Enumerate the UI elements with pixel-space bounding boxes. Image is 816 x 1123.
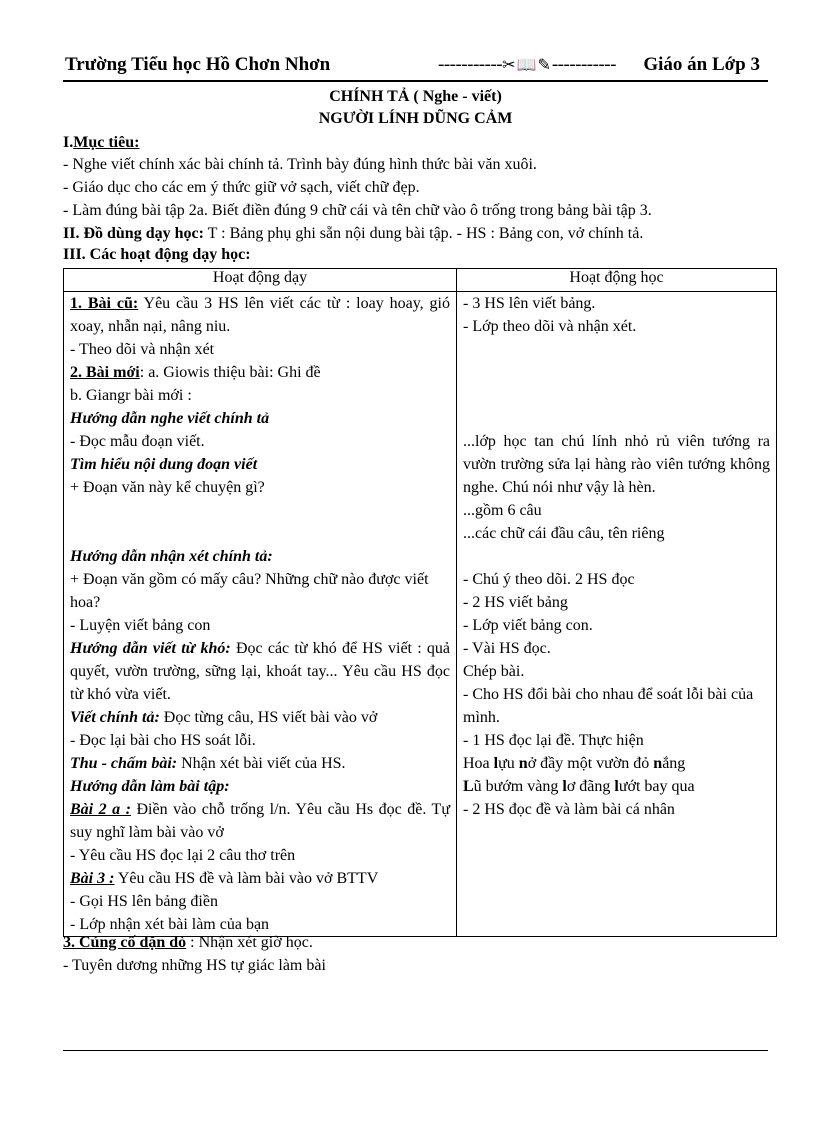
poem-line-1: Hoa lựu nở đầy một vườn đỏ nắng <box>463 755 686 772</box>
materials: II. Đồ dùng dạy học: T : Bảng phụ ghi sẵn nội dung bài tập. - HS : Bảng con, vở chính tả. <box>63 225 644 242</box>
student-column <box>457 292 777 937</box>
spacer <box>463 384 770 407</box>
poem-line-2: Lũ bướm vàng lơ đãng lướt bay qua <box>463 778 695 795</box>
teacher-step: - Đọc lại bài cho HS soát lỗi. <box>70 732 256 749</box>
student-step: - Lớp viết bảng con. <box>463 617 593 634</box>
spacer <box>463 407 770 430</box>
new-lesson: 2. Bài mới: a. Giowis thiệu bài: Ghi đề <box>70 364 321 381</box>
old-lesson: 1. Bài cũ: Yêu cầu 3 HS lên viết các từ : loay hoay, gió xoay, nhẫn nại, nâng niu. <box>70 295 450 335</box>
student-step: - Chú ý theo dõi. 2 HS đọc <box>463 571 635 588</box>
student-step: ...gồm 6 câu <box>463 502 542 519</box>
objectives-heading: I.Mục tiêu: <box>63 134 140 151</box>
objective-item: - Nghe viết chính xác bài chính tả. Trình bày đúng hình thức bài văn xuôi. <box>63 156 537 173</box>
objective-item: - Làm đúng bài tập 2a. Biết điền đúng 9 chữ cái và tên chữ vào ô trống trong bảng bài tập 3. <box>63 202 652 219</box>
header-divider: -----------✂📖✎----------- <box>438 54 616 75</box>
teacher-step: - Gọi HS lên bảng điền <box>70 893 218 910</box>
spacer <box>70 522 450 545</box>
teacher-step: - Lớp nhận xét bài làm của bạn <box>70 916 270 933</box>
student-step: - 2 HS viết bảng <box>463 594 568 611</box>
teacher-column <box>64 292 457 937</box>
page-header <box>63 52 768 82</box>
exercise-3: Bài 3 : Yêu cầu HS đề và làm bài vào vở BTTV <box>70 870 379 887</box>
footer-divider <box>63 1050 768 1051</box>
activities-heading: III. Các hoạt động dạy học: <box>63 246 251 263</box>
student-step: Chép bài. <box>463 663 525 680</box>
teacher-step: - Luyện viết bảng con <box>70 617 211 634</box>
school-name: Trường Tiểu học Hồ Chơn Nhơn <box>65 54 331 75</box>
student-step: ...các chữ cái đầu câu, tên riêng <box>463 525 665 542</box>
teacher-step: - Đọc mẫu đoạn viết. <box>70 433 205 450</box>
lesson-title: NGƯỜI LÍNH DŨNG CẢM <box>318 110 513 127</box>
student-step: - Vài HS đọc. <box>463 640 551 657</box>
closing-item: - Tuyên dương những HS tự giác làm bài <box>63 957 326 974</box>
student-step: - 1 HS đọc lại đề. Thực hiện <box>463 732 644 749</box>
materials-heading: II. Đồ dùng dạy học: <box>63 225 204 242</box>
exercise-2: Bài 2 a : Điền vào chỗ trống l/n. Yêu cầu Hs đọc đề. Tự suy nghĩ làm bài vào vở <box>70 801 450 841</box>
book-ornament-icon: ✂📖✎ <box>502 57 552 74</box>
section-heading: Tìm hiểu nội dung đoạn viết <box>70 456 258 473</box>
student-step: - 3 HS lên viết bảng. <box>463 295 596 312</box>
closing: 3. Củng cố dặn dò : Nhận xét giờ học. <box>63 934 313 951</box>
activities-table <box>63 268 777 937</box>
grade-label: Giáo án Lớp 3 <box>643 54 760 75</box>
spacer <box>463 338 770 361</box>
teacher-step: + Đoạn văn này kể chuyện gì? <box>70 479 265 496</box>
section-heading: Hướng dẫn nghe viết chính tả <box>70 410 270 427</box>
student-step: ...lớp học tan chú lính nhỏ rủ viên tướng ra vườn trường sửa lại hàng rào viên tướng không nghe. Chú nói như vậy là hèn. <box>463 433 770 496</box>
teacher-step: Viết chính tả: Đọc từng câu, HS viết bài vào vở <box>70 709 378 726</box>
subject-title: CHÍNH TẢ ( Nghe - viết) <box>329 88 502 105</box>
section-heading: Hướng dẫn làm bài tập: <box>70 778 230 795</box>
section-heading: Hướng dẫn nhận xét chính tả: <box>70 548 273 565</box>
teacher-step: - Theo dõi và nhận xét <box>70 341 215 358</box>
student-step: - Cho HS đổi bài cho nhau để soát lỗi bài của mình. <box>463 686 754 726</box>
student-step: - 2 HS đọc đề và làm bài cá nhân <box>463 801 675 818</box>
teacher-step: + Đoạn văn gồm có mấy câu? Những chữ nào được viết hoa? <box>70 571 429 611</box>
spacer <box>70 499 450 522</box>
teacher-step: - Yêu cầu HS đọc lại 2 câu thơ trên <box>70 847 296 864</box>
spacer <box>463 545 770 568</box>
teacher-step: Thu - chấm bài: Nhận xét bài viết của HS. <box>70 755 346 772</box>
teacher-step: b. Giangr bài mới : <box>70 387 192 404</box>
objective-item: - Giáo dục cho các em ý thức giữ vở sạch, viết chữ đẹp. <box>63 179 420 196</box>
col-teacher-header: Hoạt động dạy <box>64 269 457 292</box>
spacer <box>463 361 770 384</box>
student-step: - Lớp theo dõi và nhận xét. <box>463 318 637 335</box>
col-student-header: Hoạt động học <box>457 269 777 292</box>
teacher-step: Hướng dẫn viết từ khó: Đọc các từ khó để HS viết : quả quyết, vườn trường, sững lại, khoát tay... Yêu cầu HS đọc từ khó vừa viết. <box>70 640 451 703</box>
